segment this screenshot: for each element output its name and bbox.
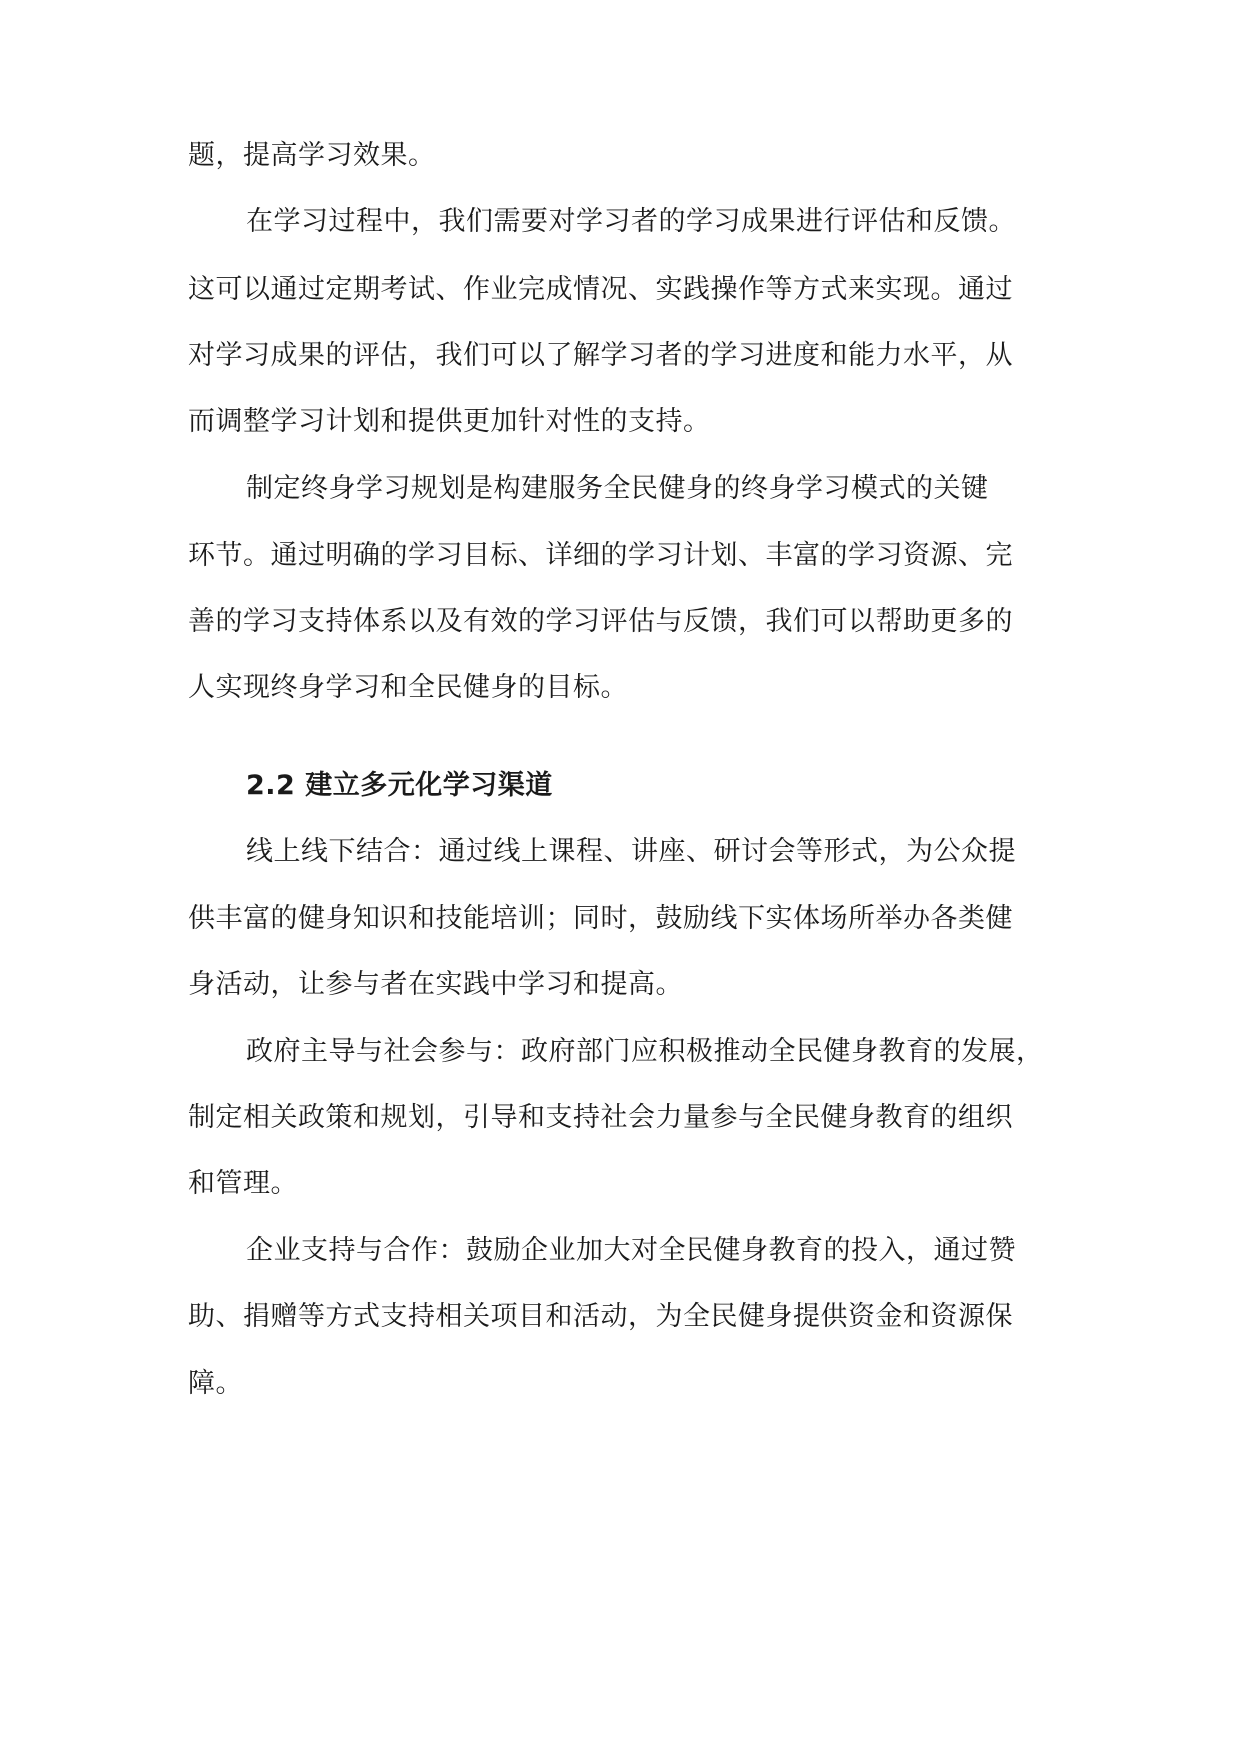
paragraph-line: 助、捐赠等方式支持相关项目和活动，为全民健身提供资金和资源保 [188,1301,1013,1332]
paragraph-line: 线上线下结合：通过线上课程、讲座、研讨会等形式，为公众提 [246,836,1016,867]
paragraph-line: 对学习成果的评估，我们可以了解学习者的学习进度和能力水平，从 [188,340,1013,371]
paragraph-line: 和管理。 [188,1168,298,1199]
paragraph-line: 善的学习支持体系以及有效的学习评估与反馈，我们可以帮助更多的 [188,606,1013,637]
paragraph-line: 政府主导与社会参与：政府部门应积极推动全民健身教育的发展， [246,1036,1044,1067]
paragraph-line: 供丰富的健身知识和技能培训；同时，鼓励线下实体场所举办各类健 [188,903,1013,934]
paragraph-line: 身活动，让参与者在实践中学习和提高。 [188,969,683,1000]
paragraph-line: 人实现终身学习和全民健身的目标。 [188,672,628,703]
paragraph-line: 而调整学习计划和提供更加针对性的支持。 [188,406,711,437]
paragraph-line: 这可以通过定期考试、作业完成情况、实践操作等方式来实现。通过 [188,274,1013,305]
paragraph-line: 题，提高学习效果。 [188,140,436,171]
paragraph-line: 环节。通过明确的学习目标、详细的学习计划、丰富的学习资源、完 [188,540,1013,571]
paragraph-line: 制定相关政策和规划，引导和支持社会力量参与全民健身教育的组织 [188,1102,1013,1133]
section-heading: 2.2 建立多元化学习渠道 [246,770,553,801]
paragraph-line: 企业支持与合作：鼓励企业加大对全民健身教育的投入，通过赞 [246,1235,1016,1266]
paragraph-line: 障。 [188,1368,243,1399]
paragraph-line: 制定终身学习规划是构建服务全民健身的终身学习模式的关键 [246,473,989,504]
paragraph-line: 在学习过程中，我们需要对学习者的学习成果进行评估和反馈。 [246,206,1016,237]
